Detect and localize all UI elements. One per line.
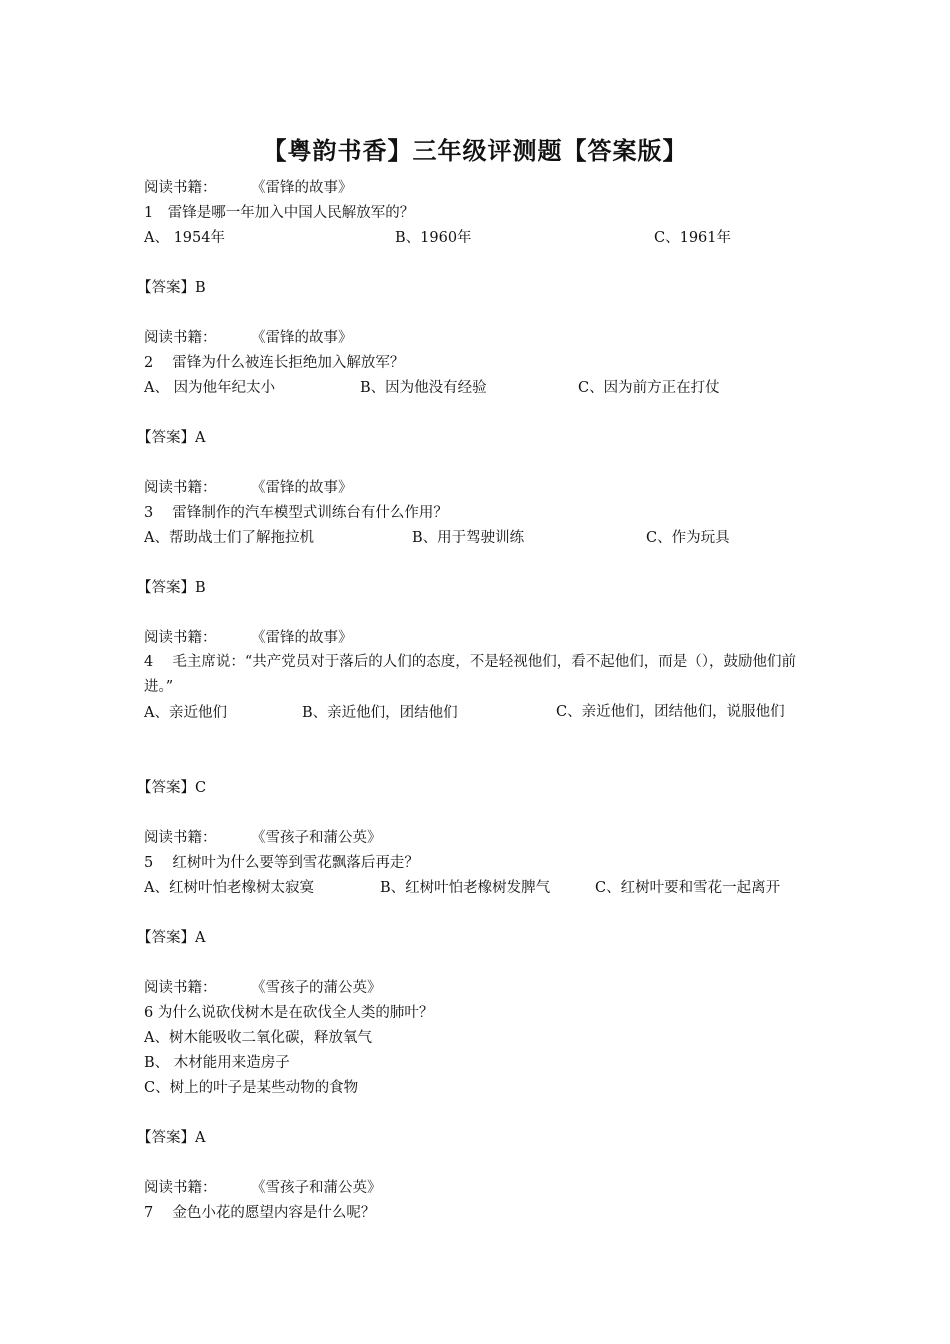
- option-c: C、1961年: [654, 230, 731, 246]
- option-b: B、红树叶怕老橡树发脾气: [380, 880, 551, 896]
- book-line: [144, 978, 382, 998]
- book-prefix: 阅读书籍：: [144, 180, 217, 196]
- options-row: [144, 528, 808, 548]
- question-text: 1 雷锋是哪一年加入中国人民解放军的？: [144, 205, 415, 221]
- answer-line: 【答案】A: [137, 930, 206, 946]
- book-line: [144, 478, 353, 498]
- book-prefix: 阅读书籍：: [144, 1180, 217, 1196]
- book-prefix: 阅读书籍：: [144, 830, 217, 846]
- book-title: 《雷锋的故事》: [251, 630, 353, 646]
- option-b: B、 木材能用来造房子: [144, 1055, 290, 1071]
- document-title: 【粤韵书香】三年级评测题【答案版】: [262, 137, 688, 165]
- option-c: C、红树叶要和雪花一起离开: [595, 880, 781, 896]
- book-line: [144, 328, 353, 348]
- answer-line: 【答案】B: [137, 580, 206, 596]
- book-line: [144, 628, 353, 648]
- question-text: 6 为什么说砍伐树木是在砍伐全人类的肺叶？: [144, 1005, 434, 1021]
- question-text: 4 毛主席说：“共产党员对于落后的人们的态度，不是轻视他们，看不起他们，而是（），鼓励他们前进。”: [144, 654, 796, 695]
- question-text: 7 金色小花的愿望内容是什么呢？: [144, 1205, 376, 1221]
- book-line: [144, 178, 353, 198]
- option-a: A、亲近他们: [144, 705, 227, 721]
- options-row: [144, 878, 808, 898]
- option-c: C、树上的叶子是某些动物的食物: [144, 1080, 359, 1096]
- book-title: 《雷锋的故事》: [251, 330, 353, 346]
- book-prefix: 阅读书籍：: [144, 980, 217, 996]
- option-c: C、亲近他们，团结他们，说服他们: [556, 704, 785, 720]
- answer-line: 【答案】B: [137, 280, 206, 296]
- option-a: A、 因为他年纪太小: [144, 380, 276, 396]
- options-row: [144, 378, 808, 398]
- book-line: [144, 1178, 382, 1198]
- question-text: 5 红树叶为什么要等到雪花飘落后再走？: [144, 855, 419, 871]
- book-title: 《雷锋的故事》: [251, 480, 353, 496]
- option-a: A、 1954年: [144, 230, 225, 246]
- book-line: [144, 828, 382, 848]
- option-b: B、亲近他们，团结他们: [302, 705, 458, 721]
- option-a: A、帮助战士们了解拖拉机: [144, 530, 314, 546]
- option-c: C、作为玩具: [646, 530, 730, 546]
- question-text: 3 雷锋制作的汽车模型式训练台有什么作用？: [144, 505, 448, 521]
- option-b: B、用于驾驶训练: [412, 530, 525, 546]
- option-a: A、红树叶怕老橡树太寂寞: [144, 880, 314, 896]
- answer-line: 【答案】C: [137, 780, 207, 796]
- answer-line: 【答案】A: [137, 1130, 206, 1146]
- book-title: 《雷锋的故事》: [251, 180, 353, 196]
- book-title: 《雪孩子的蒲公英》: [251, 980, 382, 996]
- option-a: A、树木能吸收二氧化碳，释放氧气: [144, 1030, 372, 1046]
- book-title: 《雪孩子和蒲公英》: [251, 1180, 382, 1196]
- book-prefix: 阅读书籍：: [144, 330, 217, 346]
- option-b: B、1960年: [395, 230, 472, 246]
- book-prefix: 阅读书籍：: [144, 630, 217, 646]
- book-title: 《雪孩子和蒲公英》: [251, 830, 382, 846]
- question-text: 2 雷锋为什么被连长拒绝加入解放军？: [144, 355, 405, 371]
- book-prefix: 阅读书籍：: [144, 480, 217, 496]
- option-b: B、因为他没有经验: [360, 380, 487, 396]
- option-c: C、因为前方正在打仗: [578, 380, 720, 396]
- answer-line: 【答案】A: [137, 430, 206, 446]
- options-row: [144, 228, 808, 248]
